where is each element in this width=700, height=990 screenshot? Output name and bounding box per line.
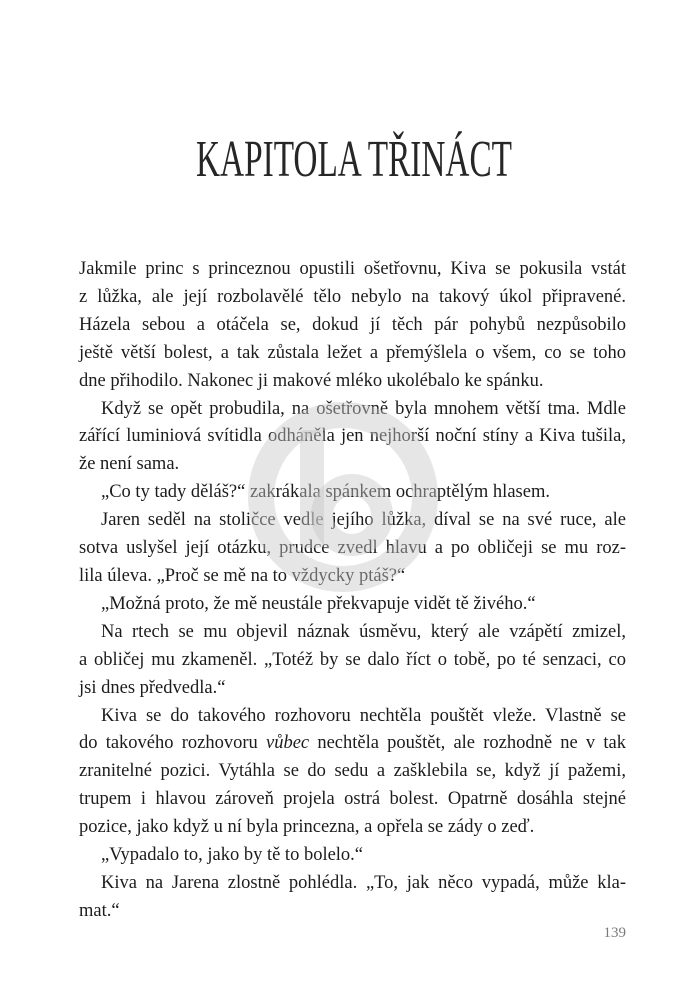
text-line: „Co ty tady děláš?“ zakrákala spánkem ochraptělým hlasem. [101, 482, 550, 503]
paragraph [79, 870, 626, 926]
paragraph [79, 396, 626, 480]
paragraph [79, 842, 626, 870]
text-line: a obličej mu zkameněl. „Totéž by se dalo říct o tobě, po té senzaci, co [79, 649, 626, 670]
text-line: Když se opět probudila, na ošetřovně byla mnohem větší tma. Mdle [101, 398, 626, 419]
text-line: pozice, jako když u ní byla princezna, a opřela se zády o zeď. [79, 817, 535, 838]
text-line: „Možná proto, že mě neustále překvapuje vidět tě živého.“ [101, 593, 536, 614]
text-line: ještě větší bolest, a tak zůstala ležet a přemýšlela o všem, co se toho [79, 342, 626, 363]
paragraph [79, 479, 626, 507]
text-line: jsi dnes předvedla.“ [79, 677, 226, 698]
text-span: nechtěla pouštět, ale rozhodně ne v tak [309, 733, 626, 754]
text-line: Na rtech se mu objevil náznak úsměvu, který ale vzápětí zmizel, [101, 621, 626, 642]
chapter-body [79, 256, 626, 926]
text-line: Kiva na Jarena zlostně pohlédla. „To, jak něco vypadá, může kla- [101, 872, 626, 893]
chapter-title: KAPITOLA TŘINÁCT [196, 131, 690, 188]
text-line: dne přihodilo. Nakonec ji makové mléko ukolébalo ke spánku. [79, 370, 544, 391]
paragraph [79, 507, 626, 591]
italic-emphasis: vůbec [265, 733, 310, 754]
chapter-heading [0, 110, 700, 190]
paragraph [79, 619, 626, 703]
paragraph [79, 256, 626, 396]
paragraph [79, 591, 626, 619]
text-line: Jaren seděl na stoličce vedle jejího lůžka, díval se na své ruce, ale [101, 510, 626, 531]
text-line: Jakmile princ s princeznou opustili ošetřovnu, Kiva se pokusila vstát [79, 259, 626, 279]
text-line: zářící luminiová svítidla odháněla jen nejhorší noční stíny a Kiva tušila, [79, 426, 626, 447]
text-span: do takového rozhovoru [79, 733, 266, 754]
text-line: z lůžka, ale její rozbolavělé tělo nebylo na takový úkol připravené. [79, 286, 626, 307]
text-line: trupem i hlavou zároveň projela ostrá bolest. Opatrně dosáhla stejné [79, 789, 626, 810]
text-line: sotva uslyšel její otázku, prudce zvedl hlavu a po obličeji se mu roz- [79, 538, 626, 559]
text-line: mat.“ [79, 900, 120, 921]
text-line: že není sama. [79, 454, 180, 475]
page-number: 139 [603, 925, 626, 941]
text-line: „Vypadalo to, jako by tě to bolelo.“ [101, 845, 364, 866]
text-line: zranitelné pozici. Vytáhla se do sedu a zašklebila se, když jí pažemi, [79, 761, 626, 782]
text-line: Kiva se do takového rozhovoru nechtěla pouštět vleže. Vlastně se [101, 705, 626, 726]
paragraph [79, 703, 626, 843]
text-line: Házela sebou a otáčela se, dokud jí těch pár pohybů nezpůsobilo [79, 314, 626, 335]
text-line: lila úleva. „Proč se mě na to vždycky ptáš?“ [79, 565, 406, 586]
text-line [79, 730, 626, 758]
